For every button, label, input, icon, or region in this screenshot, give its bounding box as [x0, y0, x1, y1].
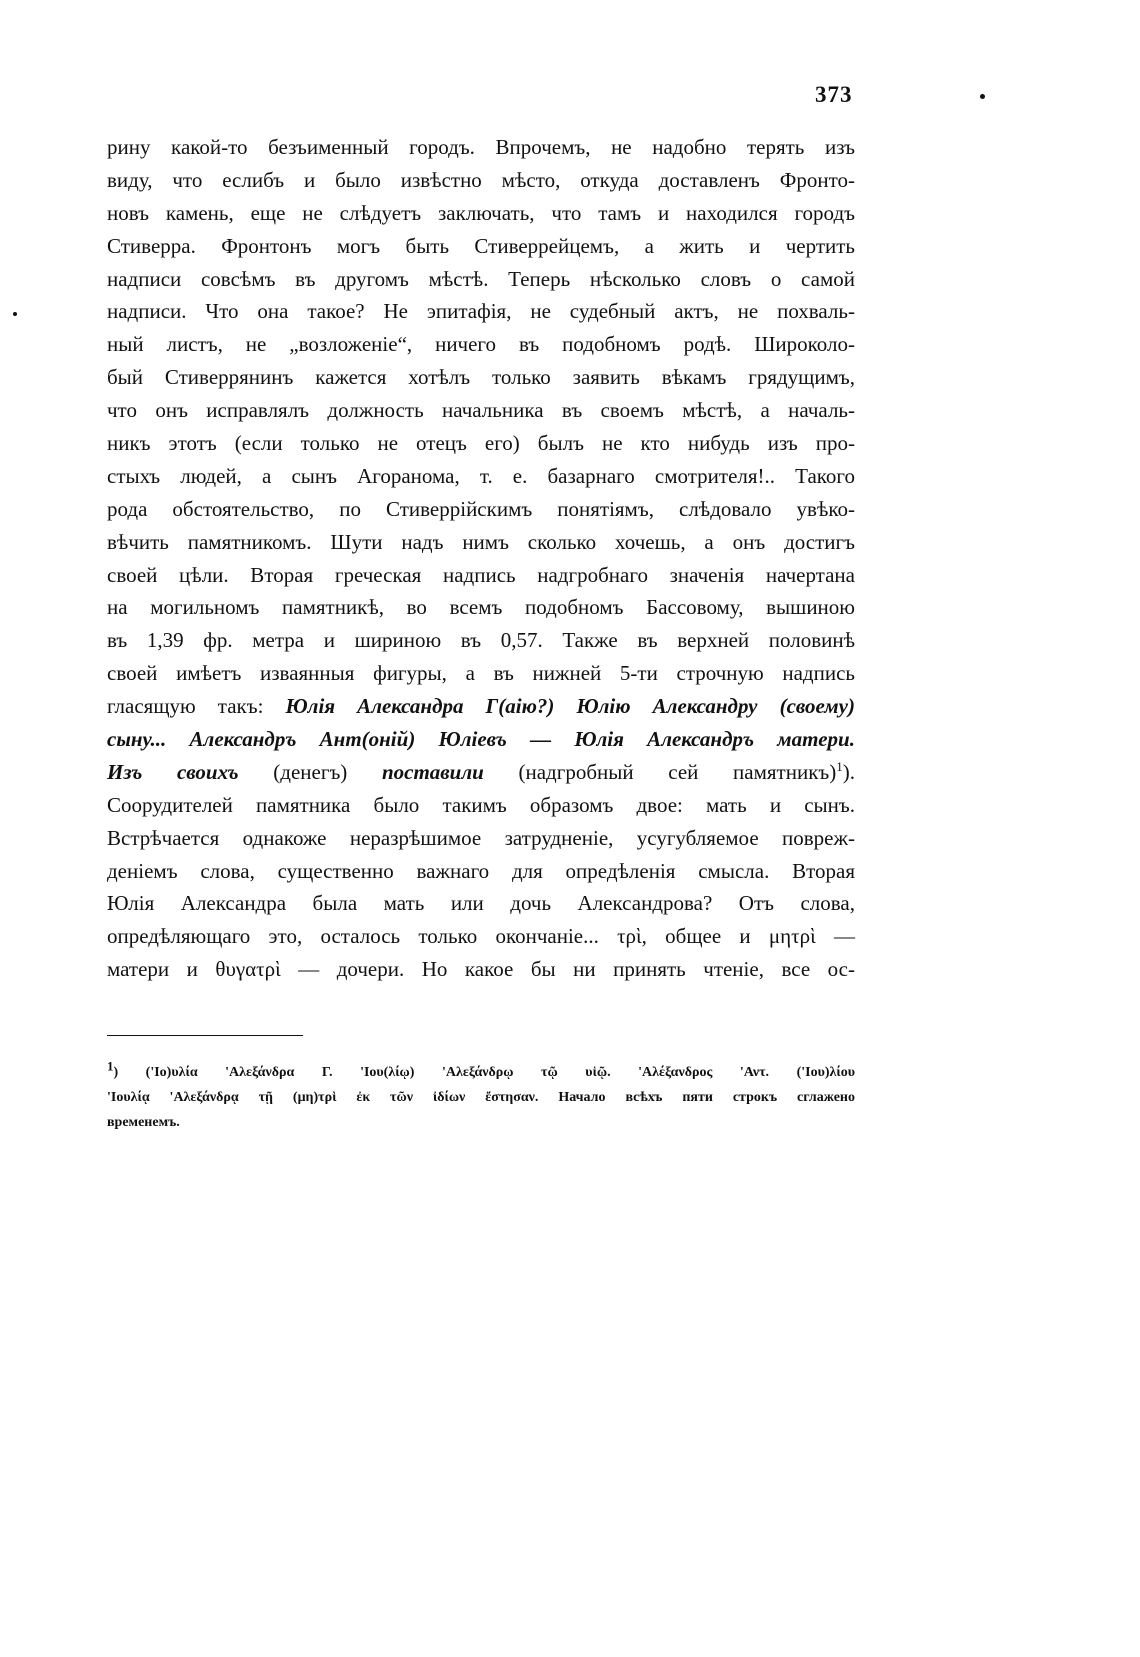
text-run: (денегъ) — [273, 759, 348, 784]
text-line: вѣчить памятникомъ. Шути надъ нимъ сколько хочешь, а онъ достигъ — [107, 529, 855, 554]
text-line: Юлія Александра была мать или дочь Александрова? Отъ слова, — [107, 891, 855, 916]
text-line: ный листъ, не „возложеніе“, ничего въ подобномъ родѣ. Широколо- — [107, 332, 855, 357]
text-line: рину какой-то безъименный городъ. Впрочемъ, не надобно терять изъ — [107, 135, 855, 159]
stray-mark — [13, 312, 17, 316]
text-line: деніемъ слова, существенно важнаго для опредѣленія смысла. Вторая — [107, 858, 855, 883]
italic-inscription: Юлія Александра Г(аію?) Юлію Александру (своему) — [285, 694, 855, 719]
italic-inscription: сыну... Александръ Ант(оній) Юліевъ — Юлія Александръ матери. — [107, 727, 855, 752]
footnote-text: ) ('Ιο)υλία 'Αλεξάνδρα Γ. 'Ιου(λίῳ) 'Αλεξάνδρῳ τῷ υἱῷ. 'Αλέξανδρος 'Αντ. ('Ιου)λίου — [113, 1065, 855, 1080]
text-line: рода обстоятельство, по Стиверрійскимъ понятіямъ, слѣдовало увѣко- — [107, 496, 855, 521]
text-line: бый Стиверрянинъ кажется хотѣлъ только заявить вѣкамъ грядущимъ, — [107, 365, 855, 390]
text-line: въ 1,39 фр. метра и шириною въ 0,57. Также въ верхней половинѣ — [107, 628, 855, 653]
text-line: виду, что еслибъ и было извѣстно мѣсто, откуда доставленъ Фронто- — [107, 167, 855, 192]
text-line: опредѣляющаго это, осталось только окончаніе... τρὶ, общее и μητρὶ — — [107, 924, 855, 949]
text-line: своей цѣли. Вторая греческая надпись надгробнаго значенія начертана — [107, 562, 855, 587]
text-line: Соорудителей памятника было такимъ образомъ двое: мать и сынъ. — [107, 792, 855, 817]
italic-inscription: поставили — [381, 759, 484, 784]
text-line: своей имѣетъ изваянныя фигуры, а въ нижней 5-ти строчную надпись — [107, 661, 855, 686]
text-run: (надгробный сей памятникъ) — [518, 759, 837, 784]
main-text — [107, 131, 855, 986]
text-run: ). — [842, 759, 856, 784]
footnote-line: 'Ιουλίᾳ 'Αλεξάνδρᾳ τῇ (μη)τρὶ ἐκ τῶν ἰδίων ἔστησαν. Начало всѣхъ пяти строкъ сглажено — [107, 1090, 855, 1105]
italic-inscription: Изъ своихъ — [107, 759, 239, 784]
footnote-block — [107, 1060, 855, 1135]
footnote-marker: 1 — [107, 1058, 114, 1074]
text-line: надписи совсѣмъ въ другомъ мѣстѣ. Теперь нѣсколько словъ о самой — [107, 266, 855, 291]
footnote-line: временемъ. — [107, 1115, 180, 1130]
footnote-divider — [107, 1035, 303, 1036]
text-line: матери и θυγατρὶ — дочери. Но какое бы ни принять чтеніе, все ос- — [107, 957, 855, 982]
text-line — [107, 756, 855, 789]
text-line: новъ камень, еще не слѣдуетъ заключать, что тамъ и находился городъ — [107, 200, 855, 225]
text-line: что онъ исправлялъ должность начальника въ своемъ мѣстѣ, а началь- — [107, 398, 855, 423]
text-run — [518, 760, 855, 784]
footnote-ref: 1 — [836, 758, 843, 774]
page-number: 373 — [815, 82, 853, 107]
text-line: никъ этотъ (если только не отецъ его) былъ не кто нибудь изъ про- — [107, 431, 855, 456]
text-line — [107, 723, 855, 756]
text-run: гласящую такъ: — [107, 694, 264, 719]
text-line: Встрѣчается однакоже неразрѣшимое затрудненіе, усугубляемое повреж- — [107, 825, 855, 850]
text-line: на могильномъ памятникѣ, во всемъ подобномъ Бассовому, вышиною — [107, 595, 855, 620]
text-line: надписи. Что она такое? Не эпитафія, не судебный актъ, не похваль- — [107, 299, 855, 324]
stray-mark — [980, 94, 985, 99]
text-line — [107, 690, 855, 723]
text-line: Стиверра. Фронтонъ могъ быть Стиверрейцемъ, а жить и чертить — [107, 233, 855, 258]
text-line: стыхъ людей, а сынъ Агоранома, т. е. базарнаго смотрителя!.. Такого — [107, 463, 855, 488]
footnote-line — [107, 1060, 855, 1085]
